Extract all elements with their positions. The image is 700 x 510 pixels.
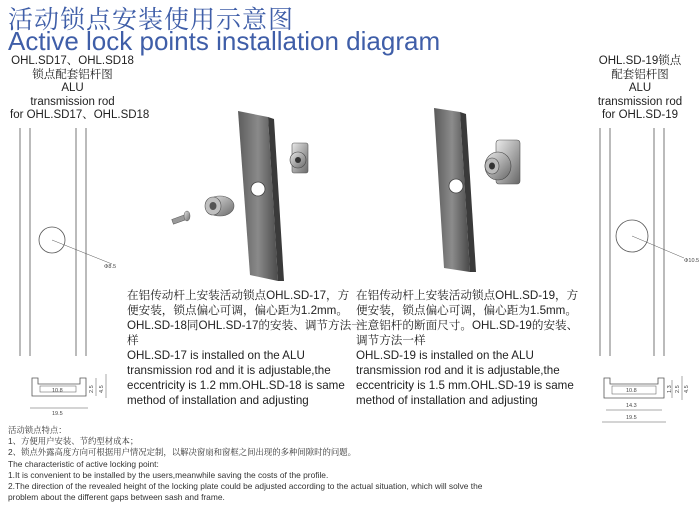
left-rod-label (10, 55, 150, 123)
right-label-line: transmission rod (597, 95, 683, 108)
features-section (8, 425, 482, 503)
desc-line: OHL.SD-18同OHL.SD-17的安装、调节方法一 (127, 319, 363, 332)
desc-line: 注意铝杆的断面尺寸。OHL.SD-19的安装、 (356, 319, 579, 332)
left-label-line: transmission rod (30, 95, 115, 108)
desc-line: OHL.SD-17 is installed on the ALU (127, 349, 305, 362)
desc-line: 便安装，锁点偏心可调，偏心距为1.2mm。 (127, 304, 348, 317)
desc-line: 调节方法一样 (356, 334, 426, 347)
left-label-line: 锁点配套铝杆图 (32, 68, 113, 81)
left-product-illustration (160, 105, 330, 285)
feature-line: The characteristic of active locking point: (8, 458, 159, 469)
left-dim: 4.5 (99, 385, 105, 393)
desc-line: 样 (127, 334, 139, 347)
left-label-line: for OHL.SD17、OHL.SD18 (10, 109, 150, 121)
title-english: Active lock points installation diagram (8, 26, 441, 56)
right-rod-drawing (588, 128, 698, 428)
right-diameter: Φ10.5 (684, 258, 700, 264)
rod-hole (251, 182, 265, 196)
right-label-line: ALU (628, 82, 652, 94)
desc-line: method of installation and adjusting (127, 394, 309, 407)
left-label-line: OHL.SD17、OHL.SD18 (11, 55, 134, 67)
left-dim: 10.8 (52, 388, 63, 394)
feature-line: 2、锁点外露高度方向可根据用户情况定制，以解决窗扇和窗框之间出现的多种间隙时的问题。 (8, 447, 357, 458)
right-dim: 14.3 (626, 403, 637, 409)
right-dim: 1.3 (667, 385, 673, 393)
right-dim: 10.8 (626, 388, 637, 394)
right-label-line: 配套铝杆图 (611, 68, 669, 81)
desc-line: method of installation and adjusting (356, 394, 538, 407)
feature-line: 活动锁点特点： (8, 425, 67, 435)
right-label-line: for OHL.SD-19 (601, 109, 679, 121)
desc-line: transmission rod and it is adjustable,the (356, 364, 560, 377)
left-diameter: Φ8.5 (104, 264, 117, 270)
lock-point-bracket (290, 143, 308, 173)
desc-line: 在铝传动杆上安装活动锁点OHL.SD-19，方 (356, 289, 579, 302)
feature-line: 1、方便用户安装、节约型材成本； (8, 436, 139, 447)
left-label-line: ALU (61, 82, 84, 94)
desc-line: 在铝传动杆上安装活动锁点OHL.SD-17，方 (127, 289, 350, 302)
lock-point-roller (205, 196, 234, 216)
lock-point-body (485, 140, 520, 184)
title-chinese: 活动锁点安装使用示意图 (8, 6, 295, 34)
rod-hole (449, 179, 463, 193)
right-label-line: OHL.SD-19锁点 (598, 55, 682, 67)
left-dim: 19.5 (52, 411, 63, 417)
desc-line: eccentricity is 1.5 mm.OHL.SD-19 is same (356, 379, 574, 392)
right-rod-label (582, 55, 698, 123)
description-right (356, 288, 578, 408)
lock-point-screw (172, 211, 190, 224)
desc-line: 便安装，锁点偏心可调，偏心距为1.5mm。 (356, 304, 577, 317)
left-dim: 2.5 (89, 385, 95, 393)
feature-line: problem about the different gaps between sash and frame. (8, 492, 225, 503)
feature-line: 2.The direction of the revealed height of the locking plate could be adjusted according to the actual situation, which will solve the (8, 481, 483, 492)
right-dim: 2.5 (675, 385, 681, 393)
right-dim: 19.5 (626, 415, 637, 421)
desc-line: OHL.SD-19 is installed on the ALU (356, 349, 534, 362)
left-rod-drawing (14, 128, 124, 418)
right-product-illustration (420, 100, 550, 280)
desc-line: transmission rod and it is adjustable,the (127, 364, 331, 377)
feature-line: 1.It is convenient to be installed by the users,meanwhile saving the costs of the profile. (8, 469, 329, 480)
right-dim: 4.5 (684, 385, 690, 393)
description-left (127, 288, 363, 408)
desc-line: eccentricity is 1.2 mm.OHL.SD-18 is same (127, 379, 345, 392)
